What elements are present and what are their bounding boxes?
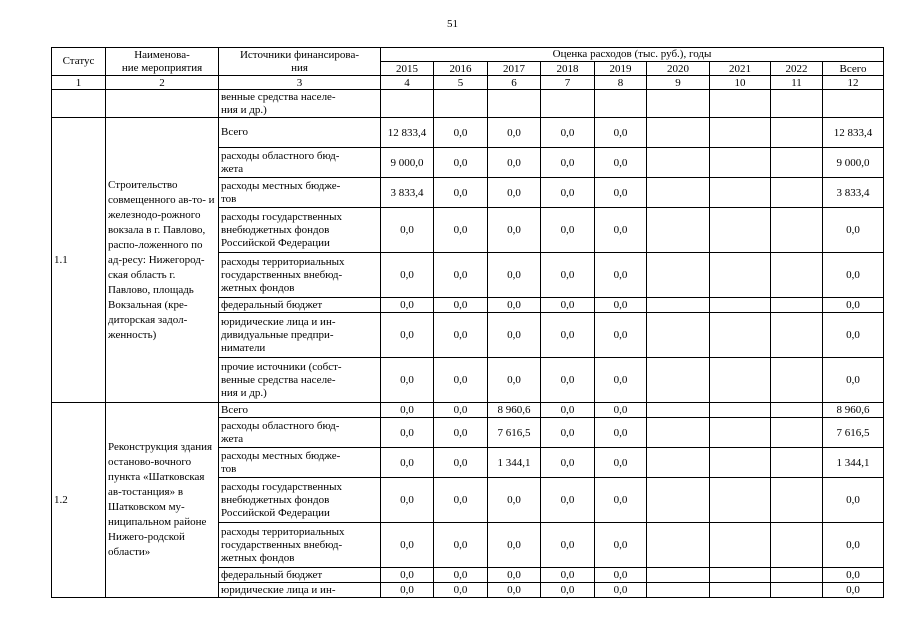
- value-cell: 0,0: [434, 568, 488, 583]
- page-number: 51: [447, 18, 458, 30]
- value-cell: [771, 583, 823, 598]
- value-cell: [710, 178, 771, 208]
- value-cell: [595, 90, 647, 118]
- header-row-top: [52, 48, 884, 62]
- column-number: 4: [381, 76, 434, 90]
- value-cell: [647, 568, 710, 583]
- header-year: 2017: [488, 62, 541, 76]
- header-year: 2015: [381, 62, 434, 76]
- header-sources: [219, 48, 381, 76]
- value-cell: 0,0: [488, 523, 541, 568]
- total-cell: 7 616,5: [823, 418, 884, 448]
- value-cell: 0,0: [434, 523, 488, 568]
- value-cell: [647, 403, 710, 418]
- header-total: Всего: [823, 62, 884, 76]
- value-cell: 0,0: [381, 418, 434, 448]
- status-cell: [52, 90, 106, 118]
- value-cell: 0,0: [488, 568, 541, 583]
- value-cell: 0,0: [595, 478, 647, 523]
- value-cell: 0,0: [595, 448, 647, 478]
- value-cell: 0,0: [541, 358, 595, 403]
- value-cell: [710, 358, 771, 403]
- value-cell: 12 833,4: [381, 118, 434, 148]
- value-cell: 0,0: [541, 148, 595, 178]
- value-cell: [647, 298, 710, 313]
- value-cell: 0,0: [595, 583, 647, 598]
- total-cell: 0,0: [823, 583, 884, 598]
- value-cell: [710, 253, 771, 298]
- value-cell: 0,0: [381, 298, 434, 313]
- source-cell: расходы государственных внебюджетных фондов Российской Федерации: [219, 478, 381, 523]
- value-cell: 0,0: [381, 478, 434, 523]
- value-cell: [771, 403, 823, 418]
- value-cell: 0,0: [434, 403, 488, 418]
- value-cell: 0,0: [434, 478, 488, 523]
- total-cell: 8 960,6: [823, 403, 884, 418]
- value-cell: 0,0: [488, 148, 541, 178]
- column-number: 8: [595, 76, 647, 90]
- value-cell: [647, 418, 710, 448]
- column-number: 1: [52, 76, 106, 90]
- value-cell: [647, 118, 710, 148]
- source-cell: расходы территориальных государственных внебюд- жетных фондов: [219, 253, 381, 298]
- value-cell: 0,0: [434, 178, 488, 208]
- value-cell: 0,0: [488, 118, 541, 148]
- value-cell: [710, 208, 771, 253]
- value-cell: 0,0: [488, 178, 541, 208]
- table-row: [52, 403, 884, 418]
- value-cell: 0,0: [595, 148, 647, 178]
- value-cell: [647, 178, 710, 208]
- header-year: 2018: [541, 62, 595, 76]
- value-cell: [710, 90, 771, 118]
- value-cell: 0,0: [595, 418, 647, 448]
- value-cell: [771, 118, 823, 148]
- column-number: 6: [488, 76, 541, 90]
- continuation-row: [52, 90, 884, 118]
- value-cell: [771, 568, 823, 583]
- source-cell: Всего: [219, 118, 381, 148]
- column-number: 12: [823, 76, 884, 90]
- value-cell: [647, 253, 710, 298]
- value-cell: 0,0: [541, 523, 595, 568]
- value-cell: [647, 523, 710, 568]
- name-cell: Реконструкция здания останово-вочного пункта «Шатковская ав-тостанция» в Шатковском му-ниципальном районе Нижего-родской области»: [106, 403, 219, 598]
- value-cell: 0,0: [434, 448, 488, 478]
- value-cell: [710, 418, 771, 448]
- value-cell: 0,0: [595, 253, 647, 298]
- value-cell: 0,0: [434, 298, 488, 313]
- source-cell: расходы территориальных государственных внебюд- жетных фондов: [219, 523, 381, 568]
- name-cell: [106, 90, 219, 118]
- header-name: [106, 48, 219, 76]
- value-cell: [647, 583, 710, 598]
- value-cell: [710, 313, 771, 358]
- value-cell: 0,0: [434, 583, 488, 598]
- value-cell: [710, 568, 771, 583]
- source-cell: расходы областного бюд- жета: [219, 418, 381, 448]
- value-cell: 0,0: [595, 298, 647, 313]
- value-cell: [710, 478, 771, 523]
- value-cell: [488, 90, 541, 118]
- total-cell: 0,0: [823, 208, 884, 253]
- value-cell: [771, 358, 823, 403]
- header-year: 2016: [434, 62, 488, 76]
- total-cell: 9 000,0: [823, 148, 884, 178]
- value-cell: 0,0: [541, 313, 595, 358]
- value-cell: 0,0: [434, 208, 488, 253]
- value-cell: 9 000,0: [381, 148, 434, 178]
- value-cell: [710, 148, 771, 178]
- source-cell: Всего: [219, 403, 381, 418]
- value-cell: [647, 313, 710, 358]
- value-cell: 0,0: [434, 418, 488, 448]
- value-cell: 0,0: [595, 403, 647, 418]
- source-cell: венные средства населе- ния и др.): [219, 90, 381, 118]
- value-cell: [541, 90, 595, 118]
- value-cell: 0,0: [434, 253, 488, 298]
- value-cell: [771, 418, 823, 448]
- value-cell: 0,0: [381, 568, 434, 583]
- value-cell: [771, 313, 823, 358]
- value-cell: [710, 298, 771, 313]
- value-cell: [647, 90, 710, 118]
- value-cell: 0,0: [488, 358, 541, 403]
- value-cell: 0,0: [541, 118, 595, 148]
- column-number: 11: [771, 76, 823, 90]
- value-cell: 0,0: [595, 313, 647, 358]
- header-status: Статус: [52, 48, 106, 76]
- header-sources-text: Источники финансирова- ния: [239, 48, 360, 74]
- source-cell: федеральный бюджет: [219, 568, 381, 583]
- total-cell: 12 833,4: [823, 118, 884, 148]
- source-cell: юридические лица и ин-: [219, 583, 381, 598]
- header-estimate: Оценка расходов (тыс. руб.), годы: [381, 48, 884, 62]
- total-cell: 0,0: [823, 358, 884, 403]
- value-cell: 0,0: [488, 208, 541, 253]
- value-cell: [771, 478, 823, 523]
- total-cell: 1 344,1: [823, 448, 884, 478]
- table-header: [52, 48, 884, 90]
- value-cell: 0,0: [381, 313, 434, 358]
- status-cell: 1.1: [52, 118, 106, 403]
- column-number: 9: [647, 76, 710, 90]
- value-cell: 0,0: [434, 313, 488, 358]
- table-body: [52, 90, 884, 598]
- value-cell: 0,0: [488, 583, 541, 598]
- value-cell: [771, 178, 823, 208]
- value-cell: [647, 478, 710, 523]
- value-cell: [771, 523, 823, 568]
- value-cell: 0,0: [381, 583, 434, 598]
- value-cell: 0,0: [488, 253, 541, 298]
- source-cell: расходы местных бюдже- тов: [219, 448, 381, 478]
- total-cell: 0,0: [823, 478, 884, 523]
- header-year: 2020: [647, 62, 710, 76]
- total-cell: 0,0: [823, 568, 884, 583]
- value-cell: 0,0: [541, 478, 595, 523]
- value-cell: 0,0: [541, 178, 595, 208]
- value-cell: [710, 583, 771, 598]
- value-cell: 0,0: [488, 313, 541, 358]
- value-cell: [771, 90, 823, 118]
- value-cell: 0,0: [381, 253, 434, 298]
- value-cell: [710, 523, 771, 568]
- value-cell: 0,0: [434, 118, 488, 148]
- header-year: 2021: [710, 62, 771, 76]
- value-cell: 0,0: [541, 418, 595, 448]
- value-cell: 0,0: [595, 208, 647, 253]
- value-cell: 0,0: [541, 448, 595, 478]
- value-cell: 0,0: [488, 478, 541, 523]
- value-cell: 0,0: [595, 178, 647, 208]
- value-cell: 0,0: [541, 568, 595, 583]
- header-year: 2019: [595, 62, 647, 76]
- source-cell: юридические лица и ин- дивидуальные предпри- ниматели: [219, 313, 381, 358]
- value-cell: 0,0: [595, 118, 647, 148]
- value-cell: 0,0: [381, 523, 434, 568]
- value-cell: 0,0: [541, 403, 595, 418]
- value-cell: [647, 448, 710, 478]
- source-cell: расходы областного бюд- жета: [219, 148, 381, 178]
- column-number: 5: [434, 76, 488, 90]
- value-cell: [434, 90, 488, 118]
- value-cell: 0,0: [541, 298, 595, 313]
- value-cell: 0,0: [434, 148, 488, 178]
- source-cell: прочие источники (собст- венные средства населе- ния и др.): [219, 358, 381, 403]
- total-cell: 0,0: [823, 313, 884, 358]
- value-cell: 0,0: [381, 403, 434, 418]
- value-cell: 8 960,6: [488, 403, 541, 418]
- value-cell: 0,0: [595, 568, 647, 583]
- header-year: 2022: [771, 62, 823, 76]
- value-cell: 0,0: [381, 448, 434, 478]
- value-cell: [710, 448, 771, 478]
- value-cell: [771, 448, 823, 478]
- value-cell: [647, 358, 710, 403]
- value-cell: 0,0: [541, 253, 595, 298]
- value-cell: [381, 90, 434, 118]
- column-number: 7: [541, 76, 595, 90]
- value-cell: [771, 298, 823, 313]
- status-cell: 1.2: [52, 403, 106, 598]
- source-cell: расходы государственных внебюджетных фондов Российской Федерации: [219, 208, 381, 253]
- value-cell: 0,0: [595, 358, 647, 403]
- total-cell: [823, 90, 884, 118]
- value-cell: [710, 118, 771, 148]
- source-cell: расходы местных бюдже- тов: [219, 178, 381, 208]
- value-cell: 0,0: [381, 208, 434, 253]
- column-number: 3: [219, 76, 381, 90]
- value-cell: 0,0: [541, 208, 595, 253]
- total-cell: 0,0: [823, 298, 884, 313]
- value-cell: [771, 253, 823, 298]
- total-cell: 0,0: [823, 523, 884, 568]
- table-row: [52, 118, 884, 148]
- value-cell: 7 616,5: [488, 418, 541, 448]
- value-cell: 1 344,1: [488, 448, 541, 478]
- value-cell: 0,0: [488, 298, 541, 313]
- value-cell: 0,0: [434, 358, 488, 403]
- value-cell: [771, 148, 823, 178]
- header-name-text: Наименова- ние мероприятия: [121, 48, 203, 74]
- value-cell: 3 833,4: [381, 178, 434, 208]
- column-number: 2: [106, 76, 219, 90]
- value-cell: 0,0: [381, 358, 434, 403]
- column-number: 10: [710, 76, 771, 90]
- value-cell: [647, 208, 710, 253]
- budget-table: [51, 47, 884, 598]
- value-cell: [647, 148, 710, 178]
- source-cell: федеральный бюджет: [219, 298, 381, 313]
- value-cell: 0,0: [595, 523, 647, 568]
- total-cell: 3 833,4: [823, 178, 884, 208]
- total-cell: 0,0: [823, 253, 884, 298]
- header-row-column-numbers: [52, 76, 884, 90]
- value-cell: [771, 208, 823, 253]
- name-cell: Строительство совмещенного ав-то- и железнодо-рожного вокзала в г. Павлово, распо-ложенного по ад-ресу: Нижегород-ская область г. Павлово, площадь Вокзальная (кре-диторская задол-женность): [106, 118, 219, 403]
- value-cell: [710, 403, 771, 418]
- value-cell: 0,0: [541, 583, 595, 598]
